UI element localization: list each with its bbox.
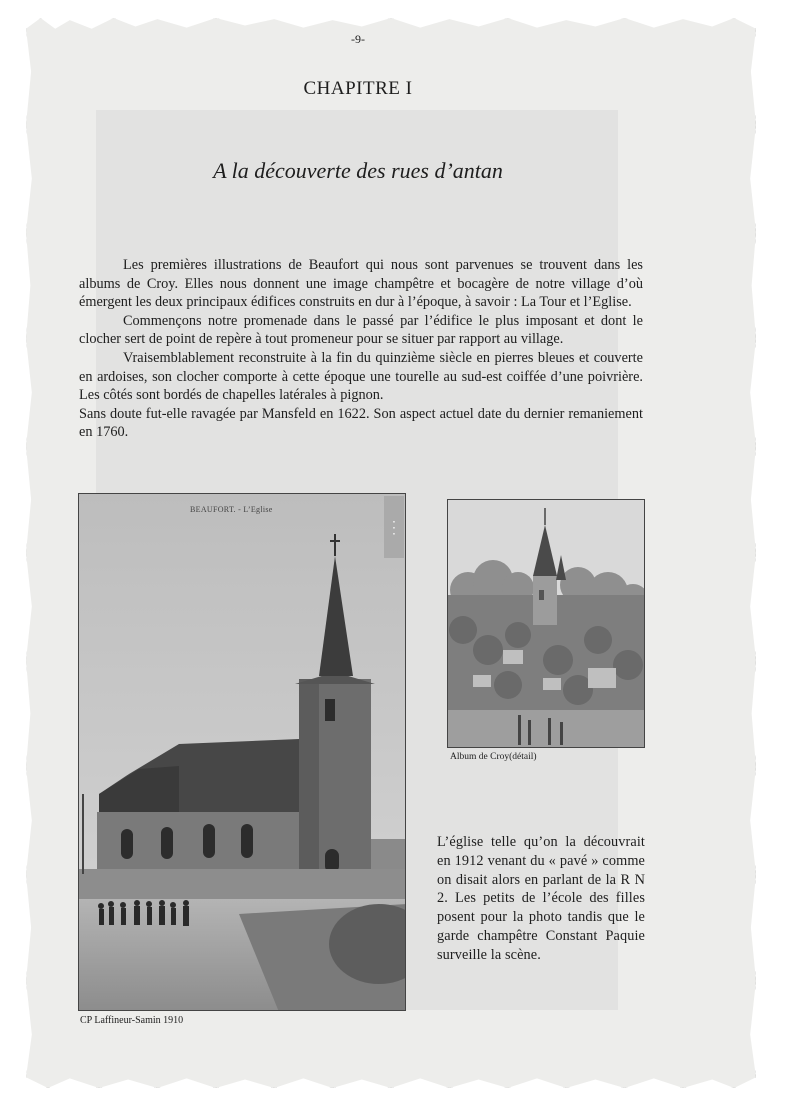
paragraph-4: Sans doute fut-elle ravagée par Mansfeld en 1622. Son aspect actuel date du dernier remaniement en 1760. [79,405,643,441]
paragraph-3: Vraisemblablement reconstruite à la fin du quinzième siècle en pierres bleues et couverte en ardoises, son clocher comporte à cette époque une tourelle au sud-est coiffée d’une poivrière. Les côtés sont bordés de chapelles latérales à pignon. [79,349,643,404]
drawing-caption: Album de Croy(détail) [450,752,537,762]
croy-drawing [447,499,645,748]
photo-stamp: ▪▪▪ [384,496,404,558]
photo-caption: CP Laffineur-Samin 1910 [80,1015,184,1026]
chapter-subtitle: A la découverte des rues d’antan [213,158,503,183]
photo-header: BEAUFORT. - L’Eglise [190,505,273,514]
body-text [79,256,643,442]
photo-description: L’église telle qu’on la découvrait en 1912 venant du « pavé » comme on disait alors en parlant de la R N 2. Les petits de l’école des filles posent pour la photo tandis que le garde champêtre Constant Paquie surveille la scène. [437,834,645,963]
croy-drawing-image [448,500,645,748]
paragraph-1: Les premières illustrations de Beaufort qui nous sont parvenues se trouvent dans les albums de Croy. Elles nous donnent une image champêtre et bocagère de notre village d’où émergent les deux principaux édifices construits en dur à l’époque, à savoir : La Tour et l’Eglise. [79,257,643,311]
page-number: -9- [351,32,365,46]
chapter-heading: CHAPITRE I [303,78,413,99]
paragraph-2: Commençons notre promenade dans le passé par l’édifice le plus imposant et dont le clocher sert de point de repère à tout promeneur pour se situer par rapport au village. [79,312,643,348]
church-photo-image [79,494,406,1011]
church-photo [78,493,406,1011]
